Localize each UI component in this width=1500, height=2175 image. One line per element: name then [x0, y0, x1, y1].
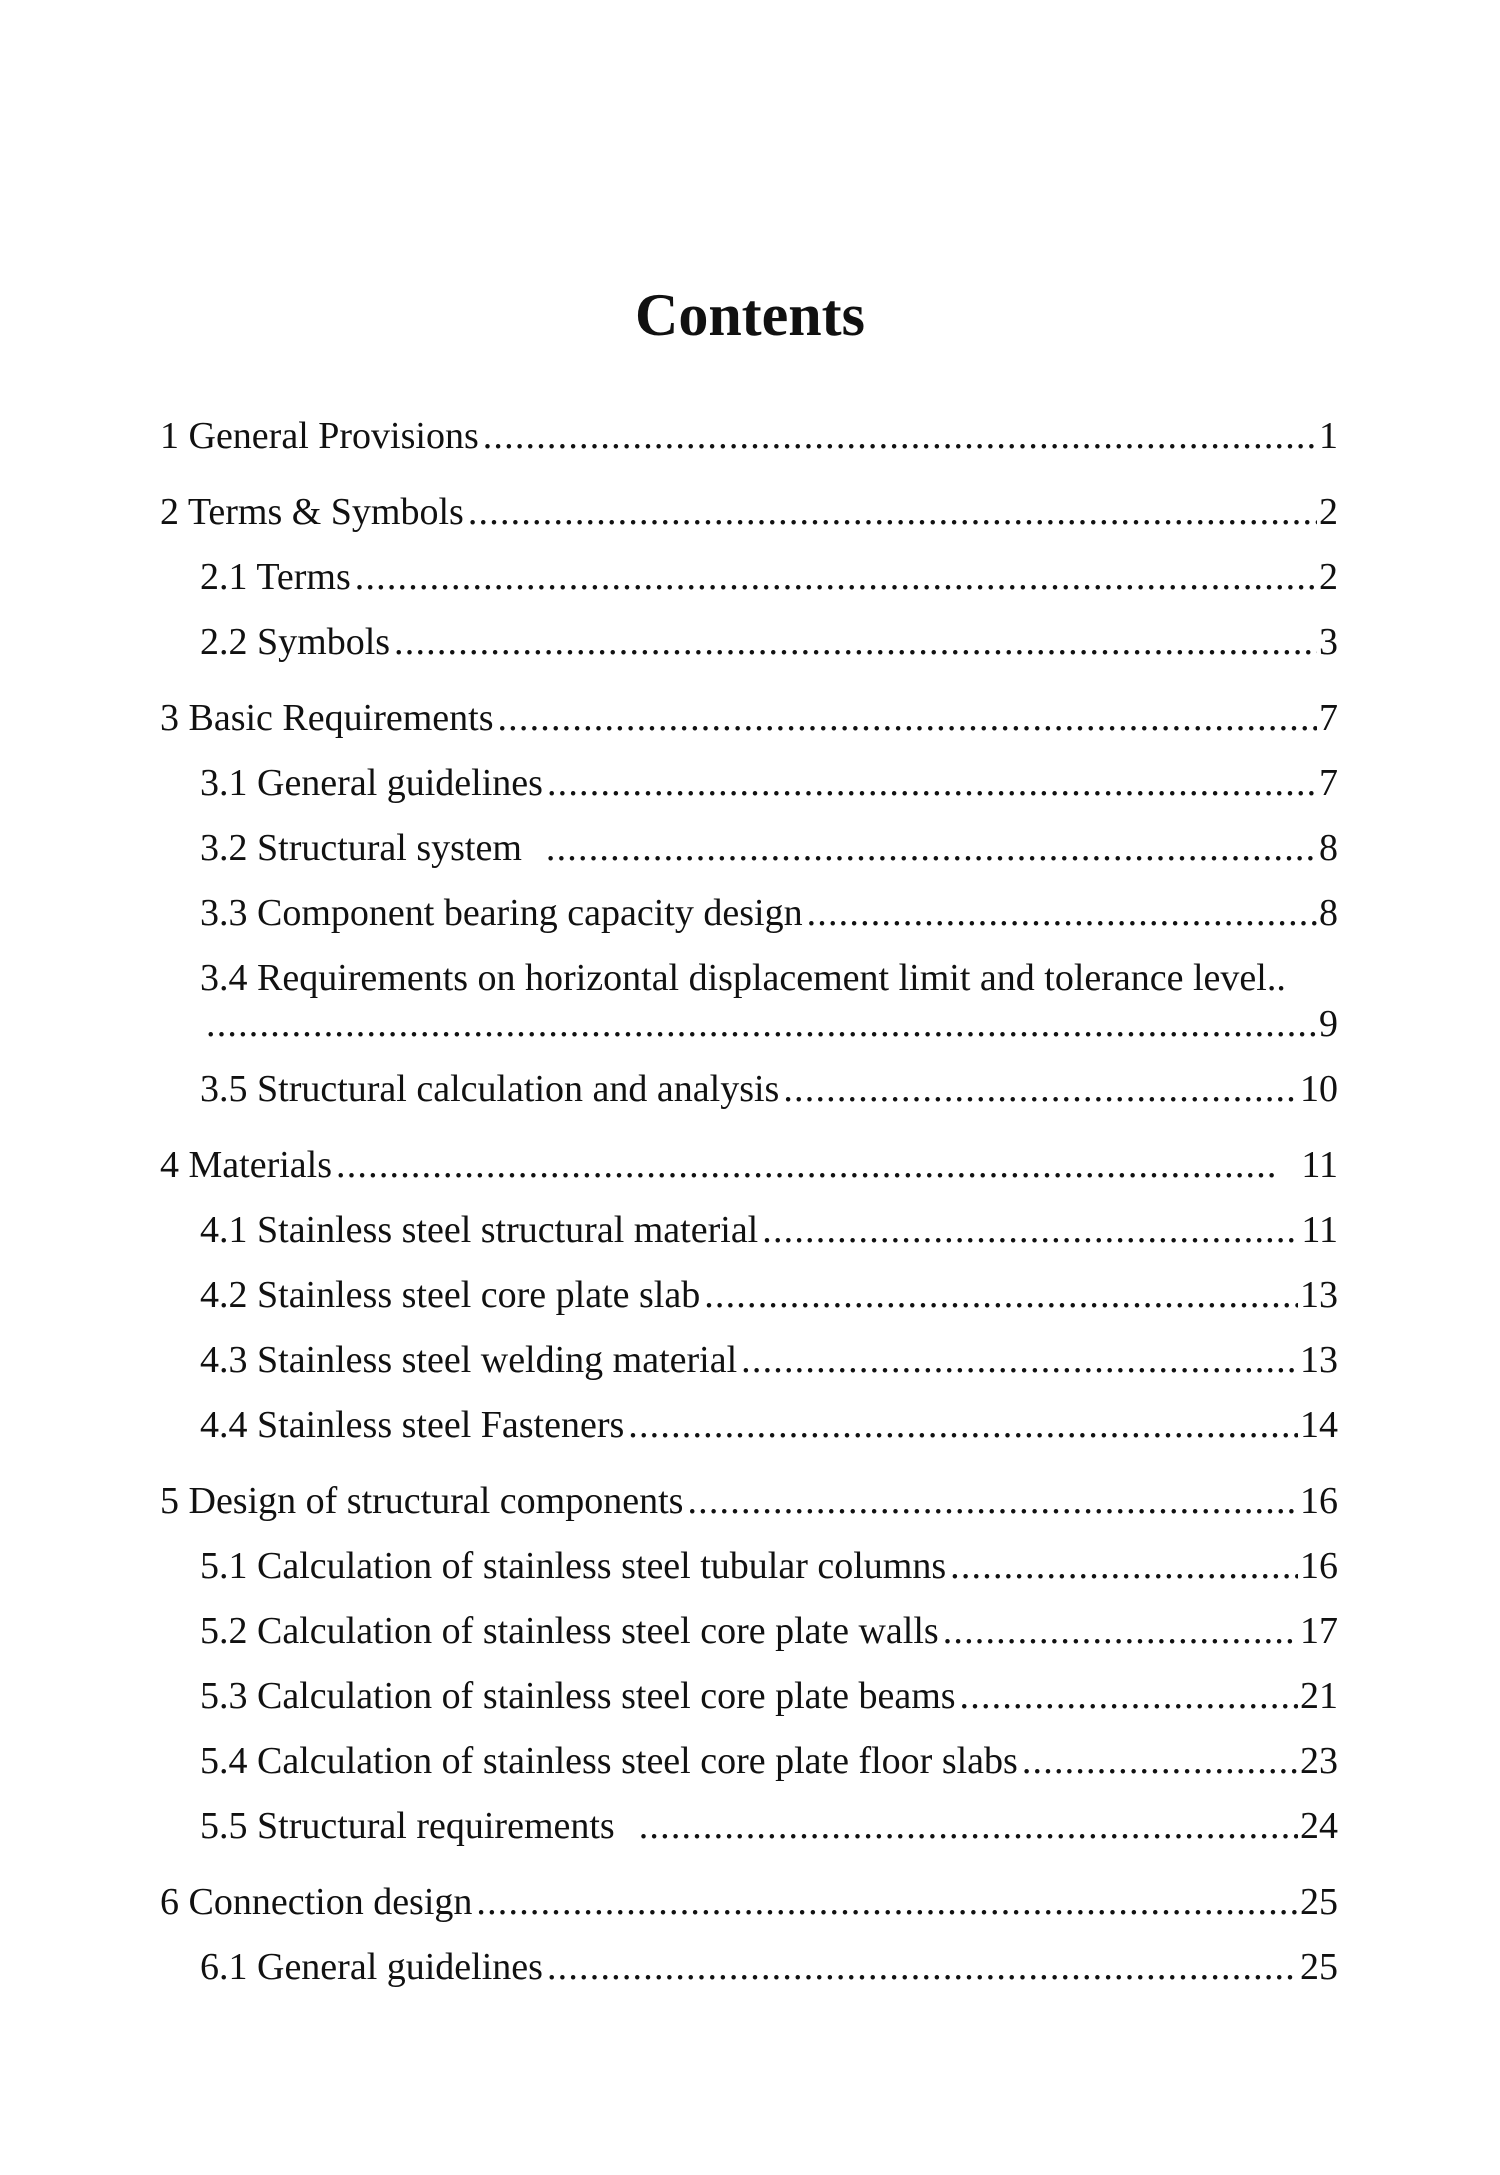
dot-leader	[950, 1547, 1298, 1585]
toc-entry-5-1[interactable]	[200, 1547, 1338, 1589]
toc-entry-page: 1	[1319, 415, 1338, 457]
toc-entry-5-3[interactable]	[200, 1677, 1338, 1719]
dot-leader	[547, 764, 1317, 802]
toc-entry-page: 13	[1300, 1339, 1338, 1381]
toc-entry-4-3[interactable]	[200, 1341, 1338, 1383]
toc-entry-label: 2.1 Terms	[200, 556, 351, 598]
toc-entry-label: 5 Design of structural components	[160, 1480, 684, 1522]
toc-entry-page: 11	[1301, 1144, 1338, 1186]
toc-entry-3[interactable]	[160, 699, 1338, 741]
toc-entry-label: 4.3 Stainless steel welding material	[200, 1339, 738, 1381]
toc-entry-label: 3.3 Component bearing capacity design	[200, 892, 803, 934]
toc-entry-label: 4.1 Stainless steel structural material	[200, 1209, 759, 1251]
toc-entry-page: 17	[1300, 1610, 1338, 1652]
page-title: Contents	[634, 282, 865, 349]
dot-leader	[336, 1146, 1277, 1184]
toc-entry-page: 11	[1301, 1209, 1338, 1251]
toc-entry-page: 8	[1319, 827, 1338, 869]
toc-entry-6[interactable]	[160, 1883, 1338, 1925]
toc-entry-3-3[interactable]	[200, 894, 1338, 936]
toc-entry-page: 10	[1300, 1068, 1338, 1110]
toc-entry-label: 2.2 Symbols	[200, 621, 391, 663]
toc-entry-label: 3.5 Structural calculation and analysis	[200, 1068, 780, 1110]
dot-leader	[468, 493, 1317, 531]
toc-entry-4-1[interactable]	[200, 1211, 1338, 1253]
dot-leader	[355, 558, 1317, 596]
toc-entry-label: 3.4 Requirements on horizontal displacement limit and tolerance level..	[200, 957, 1286, 999]
toc-entry-label: 5.4 Calculation of stainless steel core plate floor slabs	[200, 1740, 1018, 1782]
toc-entry-label: 3.1 General guidelines	[200, 762, 543, 804]
toc-entry-page: 16	[1300, 1480, 1338, 1522]
toc-entry-4-4[interactable]	[200, 1406, 1338, 1448]
dot-leader	[476, 1883, 1298, 1921]
toc-entry-label: 3 Basic Requirements	[160, 697, 494, 739]
toc-entry-page: 7	[1319, 762, 1338, 804]
toc-entry-3-5[interactable]	[200, 1070, 1338, 1112]
dot-leader	[639, 1807, 1298, 1845]
toc-entry-label: 5.2 Calculation of stainless steel core plate walls	[200, 1610, 939, 1652]
toc-entry-page: 21	[1300, 1675, 1338, 1717]
toc-entry-6-1[interactable]	[200, 1948, 1338, 1990]
toc-entry-5-5[interactable]	[200, 1807, 1338, 1849]
toc-entry-label: 5.3 Calculation of stainless steel core plate beams	[200, 1675, 956, 1717]
dot-leader	[943, 1612, 1298, 1650]
toc-entry-label: 4.4 Stainless steel Fasteners	[200, 1404, 625, 1446]
toc-entry-2-1[interactable]	[200, 558, 1338, 600]
toc-entry-page: 23	[1300, 1740, 1338, 1782]
toc-entry-5-4[interactable]	[200, 1742, 1338, 1784]
toc-entry-page: 25	[1300, 1881, 1338, 1923]
toc-entry-4[interactable]	[160, 1146, 1338, 1188]
toc-entry-label: 5.1 Calculation of stainless steel tubular columns	[200, 1545, 947, 1587]
toc-entry-5-2[interactable]	[200, 1612, 1338, 1654]
toc-entry-page: 7	[1319, 697, 1338, 739]
toc-entry-3-4-continuation[interactable]	[206, 1005, 1338, 1047]
toc-entry-page: 2	[1319, 556, 1338, 598]
toc-entry-label: 1 General Provisions	[160, 415, 479, 457]
dot-leader	[687, 1482, 1298, 1520]
toc-entry-page: 8	[1319, 892, 1338, 934]
dot-leader	[762, 1211, 1299, 1249]
toc-entry-5[interactable]	[160, 1482, 1338, 1524]
dot-leader	[1022, 1742, 1298, 1780]
toc-entry-2[interactable]	[160, 493, 1338, 535]
toc-entry-4-2[interactable]	[200, 1276, 1338, 1318]
dot-leader	[960, 1677, 1298, 1715]
toc-entry-page: 9	[1319, 1003, 1338, 1045]
toc-entry-page: 25	[1300, 1946, 1338, 1988]
toc-entry-label: 4.2 Stainless steel core plate slab	[200, 1274, 701, 1316]
toc-entry-page: 16	[1300, 1545, 1338, 1587]
dot-leader	[628, 1406, 1298, 1444]
dot-leader	[483, 417, 1317, 455]
toc-entry-label: 2 Terms & Symbols	[160, 491, 464, 533]
toc-entry-label: 6 Connection design	[160, 1881, 473, 1923]
toc-entry-page: 24	[1300, 1805, 1338, 1847]
toc-entry-1[interactable]	[160, 417, 1338, 459]
dot-leader	[546, 829, 1317, 867]
toc-entry-label: 6.1 General guidelines	[200, 1946, 543, 1988]
dot-leader	[704, 1276, 1298, 1314]
toc-entry-label: 4 Materials	[160, 1144, 333, 1186]
toc-entry-3-4[interactable]	[200, 959, 1338, 1001]
toc-entry-label: 5.5 Structural requirements	[200, 1805, 615, 1847]
toc-entry-page: 14	[1300, 1404, 1338, 1446]
dot-leader	[807, 894, 1317, 932]
toc-entry-3-2[interactable]	[200, 829, 1338, 871]
dot-leader	[394, 623, 1317, 661]
dot-leader	[497, 699, 1317, 737]
toc-entry-2-2[interactable]	[200, 623, 1338, 665]
dot-leader	[741, 1341, 1298, 1379]
dot-leader	[783, 1070, 1298, 1108]
dot-leader	[206, 1005, 1317, 1043]
toc-entry-page: 13	[1300, 1274, 1338, 1316]
toc-entry-page: 2	[1319, 491, 1338, 533]
toc-entry-label: 3.2 Structural system	[200, 827, 522, 869]
toc-entry-page: 3	[1319, 621, 1338, 663]
toc-entry-3-1[interactable]	[200, 764, 1338, 806]
dot-leader	[547, 1948, 1298, 1986]
